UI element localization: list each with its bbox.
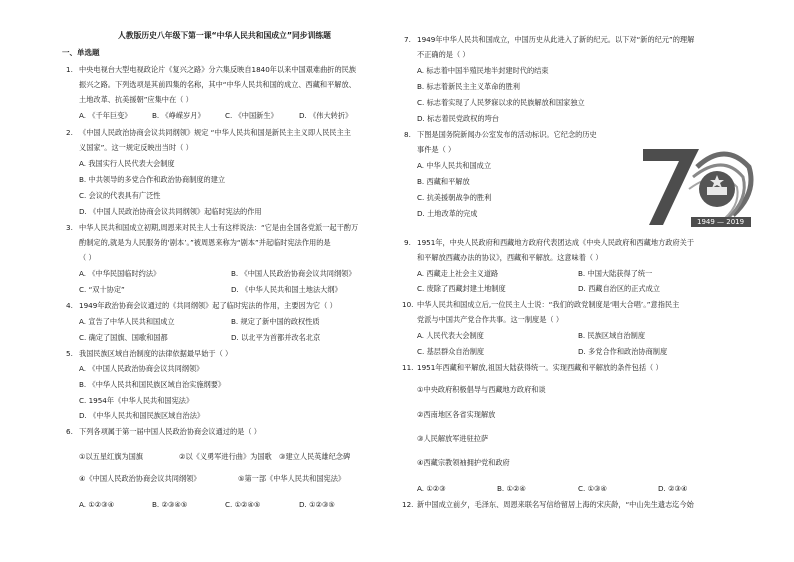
statement-item: ②西南地区各省实现解放 [417,410,496,419]
question-text: 事件是（ ） [417,145,456,154]
question-text: 我国民族区域自治制度的法律依据最早始于（ ） [79,349,233,358]
option-d: D. ②③④ [658,484,688,493]
question-text: 中央电视台大型电视政论片《复兴之路》分六集反映自1840年以来中国艰难曲折的民族 [79,65,357,74]
statement-item: ①以五星红旗为国旗 [79,452,143,461]
emblem-years: 1949 — 2019 [697,218,745,226]
option-b: B. 标志着新民主主义革命的胜利 [417,82,520,91]
question-text: 党派与中国共产党合作共事。这一制度是（ ） [417,315,564,324]
option-c: C. ①②④⑤ [225,500,261,509]
question-text: 《中国人民政治协商会议共同纲领》规定 “中华人民共和国是新民主主义即人民民主主 [79,128,351,137]
option-d: D. 多党合作和政治协商制度 [578,347,668,356]
option-c: C. 《中国新生》 [225,111,278,120]
option-a: A. ①②③ [417,484,446,493]
option-b: B. 《中华人民共和国民族区域自治实施纲要》 [79,380,226,389]
option-d: D. 《中华人民共和国土地法大纲》 [231,285,342,294]
question-text: 1951年西藏和平解放,祖国大陆获得统一。实现西藏和平解放的条件包括（ ） [417,363,663,372]
section-heading: 一、单选题 [62,48,100,57]
option-a: A. 标志着中国半殖民地半封建时代的结束 [417,66,549,75]
option-c: C. 确定了国旗、国歌和国都 [79,333,168,342]
option-d: D. 标志着民党政权的垮台 [417,114,499,123]
question-number: 1. [66,65,73,74]
question-number: 8. [404,130,411,139]
question-text: 和平解放西藏办法的协议》，西藏和平解放。这意味着（ ） [417,253,603,262]
option-a: A. ①②③④ [79,500,115,509]
option-b: B. ②③④⑤ [152,500,188,509]
statement-item: ⑤第一部《中华人民共和国宪法》 [238,474,346,483]
option-b: B. 西藏和平解放 [417,177,470,186]
option-d: D. 《中华人民共和国民族区域自治法》 [79,411,205,420]
option-a: A. 我国实行人民代表大会制度 [79,159,175,168]
question-number: 9. [404,238,411,247]
question-text: 1949年中华人民共和国成立，中国历史从此进入了新的纪元。以下对“新的纪元”的理解 [417,35,695,44]
statement-item: ④西藏宗教领袖拥护党和政府 [417,458,510,467]
option-c: C. 废除了西藏封建土地制度 [417,284,506,293]
option-a: A. 《中华民国临时约法》 [79,269,161,278]
question-number: 10. [402,300,414,309]
option-b: B. 规定了新中国的政权性质 [231,317,320,326]
statement-item: ②以《义勇军进行曲》为国歌 [179,452,272,461]
question-text: 1951年，中央人民政府和西藏地方政府代表团达成《中央人民政府和西藏地方政府关于 [417,238,695,247]
question-text: 土地改革、抗美援朝”应集中在（ ） [79,95,193,104]
anniversary-emblem-image [633,137,757,233]
question-text: 下图是国务院新闻办公室发布的活动标识。它纪念的历史 [417,130,597,139]
option-d: D. 《中国人民政治协商会议共同纲领》起临时宪法的作用 [79,207,262,216]
statement-item: ③人民解放军进驻拉萨 [417,434,489,443]
option-c: C. 会议的代表具有广泛性 [79,191,161,200]
option-b: B. 《峥嵘岁月》 [152,111,205,120]
statement-item: ③建立人民英雄纪念碑 [279,452,351,461]
question-number: 4. [66,301,73,310]
question-number: 7. [404,35,411,44]
question-number: 3. [66,223,73,232]
question-text: 1949年政治协商会议通过的《共同纲领》起了临时宪法的作用，主要因为它（ ） [79,301,337,310]
option-a: A. 中华人民共和国成立 [417,161,492,170]
option-c: C. 1954年《中华人民共和国宪法》 [79,396,194,405]
option-a: A. 《千年巨变》 [79,111,132,120]
option-c: C. “双十协定” [79,285,125,294]
option-c: C. 标志着实现了人民梦寐以求的民族解放和国家独立 [417,98,585,107]
option-d: D. 西藏自治区的正式成立 [578,284,660,293]
option-a: A. 宣告了中华人民共和国成立 [79,317,175,326]
option-a: A. 西藏走上社会主义道路 [417,269,499,278]
question-text: 新中国成立前夕，毛泽东、周恩来联名写信给留居上海的宋庆龄，“中山先生遗志迄今始 [417,500,694,509]
option-b: B. 中国大陆获得了统一 [578,269,653,278]
question-text: 振兴之路。下列选项是其前四集的名称，其中“中华人民共和国的成立、西藏和平解放、 [79,80,356,89]
page-title: 人教版历史八年级下第一课“中华人民共和国成立”同步训练题 [118,31,331,40]
option-a: A. 《中国人民政治协商会议共同纲领》 [79,364,204,373]
option-d: D. 以北平为首都并改名北京 [231,333,321,342]
question-number: 2. [66,128,73,137]
option-b: B. 中共领导的多党合作和政治协商制度的建立 [79,175,226,184]
option-c: C. ①③④ [578,484,607,493]
option-b: B. 《中国人民政治协商会议共同纲领》 [231,269,356,278]
question-text: 酌制定的,就是为人民服务的‘剧本’。”被周恩来称为“剧本”并起临时宪法作用的是 [79,238,331,247]
question-number: 6. [66,427,73,436]
option-c: C. 抗美援朝战争的胜利 [417,193,492,202]
question-text: 义国家”。这一规定反映出当时（ ） [79,143,193,152]
question-text: 下列各项属于第一届中国人民政治协商会议通过的是（ ） [79,427,261,436]
option-a: A. 人民代表大会制度 [417,331,484,340]
option-d: D. 《伟大转折》 [299,111,353,120]
option-b: B. 民族区域自治制度 [578,331,646,340]
question-text: 中华人民共和国成立初期,周恩来对民主人士有这样说法：“它是由全国各党派一起干酌万 [79,223,359,232]
option-d: D. 土地改革的完成 [417,209,478,218]
option-b: B. ①②④ [497,484,526,493]
question-text: （ ） [79,253,96,262]
statement-item: ①中央政府积极倡导与西藏地方政府和谈 [417,385,546,394]
statement-item: ④《中国人民政治协商会议共同纲领》 [79,474,201,483]
option-c: C. 基层群众自治制度 [417,347,485,356]
question-text: 不正确的是（ ） [417,50,470,59]
option-d: D. ①②③⑤ [299,500,335,509]
question-number: 5. [66,349,73,358]
question-text: 中华人民共和国成立后,一位民主人士说：“我们的政党制度是‘唱大合唱’。”意指民主 [417,300,680,309]
question-number: 12. [402,500,414,509]
question-number: 11. [402,363,414,372]
